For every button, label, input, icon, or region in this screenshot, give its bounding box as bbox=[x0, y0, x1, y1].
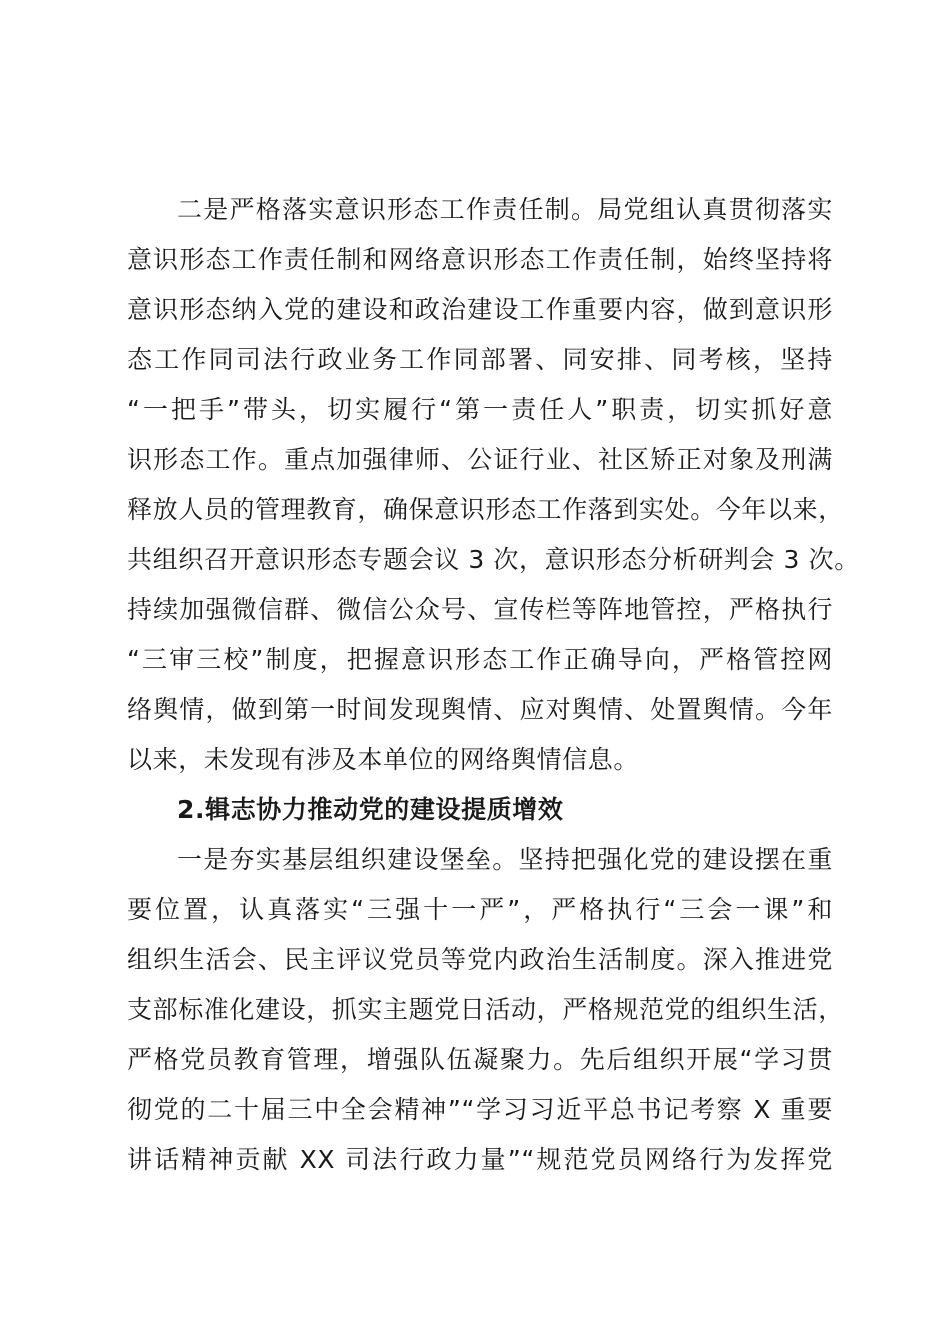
text-line: 持续加强微信群、微信公众号、宣传栏等阵地管控，严格执行 bbox=[127, 595, 833, 624]
text-line: 支部标准化建设，抓实主题党日活动，严格规范党的组织生活， bbox=[127, 995, 844, 1024]
text-line: 一是夯实基层组织建设堡垒。坚持把强化党的建设摆在重 bbox=[177, 845, 833, 874]
text-line: 共组织召开意识形态专题会议 3 次，意识形态分析研判会 3 次。 bbox=[127, 545, 860, 574]
text-line: 以来，未发现有涉及本单位的网络舆情信息。 bbox=[127, 745, 640, 774]
text-line: 组织生活会、民主评议党员等党内政治生活制度。深入推进党 bbox=[127, 945, 833, 974]
text-line: 释放人员的管理教育，确保意识形态工作落到实处。今年以来， bbox=[127, 495, 844, 524]
text-line: 意识形态纳入党的建设和政治建设工作重要内容，做到意识形 bbox=[127, 295, 833, 324]
text-line: 意识形态工作责任制和网络意识形态工作责任制，始终坚持将 bbox=[127, 245, 833, 274]
document-body bbox=[127, 185, 860, 1185]
text-line: 讲话精神贡献 XX 司法行政力量”“规范党员网络行为发挥党 bbox=[127, 1145, 833, 1174]
text-line: 络舆情，做到第一时间发现舆情、应对舆情、处置舆情。今年 bbox=[127, 695, 833, 724]
text-line: 态工作同司法行政业务工作同部署、同安排、同考核，坚持 bbox=[127, 345, 833, 374]
section-heading: 2.辑志协力推动党的建设提质增效 bbox=[177, 795, 564, 824]
text-line: 要位置，认真落实“三强十一严”，严格执行“三会一课”和 bbox=[127, 895, 833, 924]
text-line: 严格党员教育管理，增强队伍凝聚力。先后组织开展“学习贯 bbox=[127, 1045, 833, 1074]
text-line: 彻党的二十届三中全会精神”“学习习近平总书记考察 X 重要 bbox=[127, 1095, 833, 1124]
text-line: 识形态工作。重点加强律师、公证行业、社区矫正对象及刑满 bbox=[127, 445, 833, 474]
text-line: “一把手”带头，切实履行“第一责任人”职责，切实抓好意 bbox=[127, 395, 833, 424]
text-line: “三审三校”制度，把握意识形态工作正确导向，严格管控网 bbox=[127, 645, 833, 674]
text-line: 二是严格落实意识形态工作责任制。局党组认真贯彻落实 bbox=[177, 195, 833, 224]
